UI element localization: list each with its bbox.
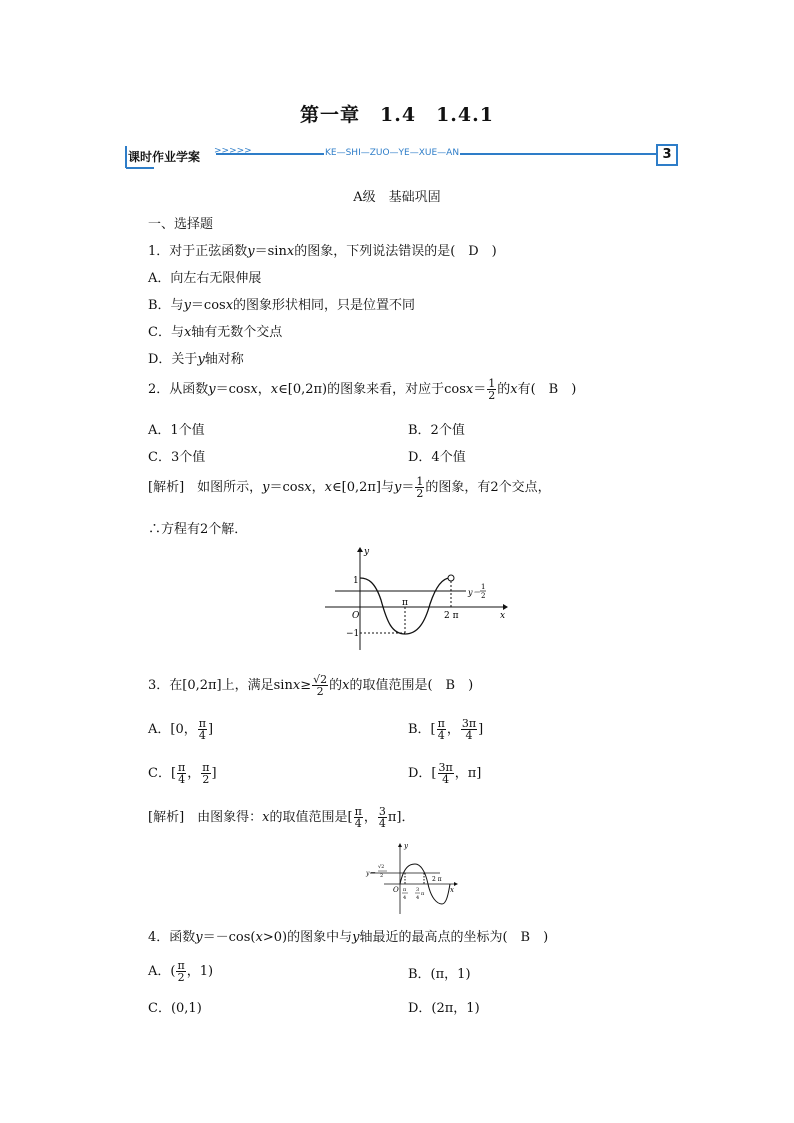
q4-option-c: C．(0,1) [148, 1001, 202, 1016]
y-label: y [404, 842, 408, 850]
q2-analysis: [解析] 如图所示，y＝cosx，x∈[0,2π]与y＝ $\frac{1}{2}$ 的图象，有2个交点， [148, 475, 551, 500]
origin-label: O [352, 611, 360, 621]
question-1-stem: 1．对于正弦函数y＝sinx的图象，下列说法错误的是( D ) [148, 244, 497, 259]
page-number-badge: 3 [656, 144, 678, 166]
q3-analysis: [解析] 由图象得：x的取值范围是[ $\frac{\pi}{4}$ ， $\frac{3}{4}$ π]． [148, 805, 415, 830]
q1-option-b: B．与y＝cosx的图象形状相同，只是位置不同 [148, 298, 416, 313]
y-label: y [364, 547, 370, 557]
fraction: $\frac{1}{2}$ [488, 377, 496, 402]
tick-neg-one: −1 [346, 629, 360, 639]
question-3-stem: 3．在[0,2π]上，满足sinx≥ $\frac{√2}{2}$ 的x的取值范围是( B ) [148, 673, 474, 698]
q1-option-d: D．关于y轴对称 [148, 352, 244, 367]
x-label: x [500, 611, 506, 621]
x-label: x [450, 886, 454, 894]
open-endpoint [448, 575, 454, 581]
line-label: y＝ [468, 588, 481, 597]
svg-text:4: 4 [416, 895, 420, 901]
svg-text:3: 3 [416, 887, 420, 893]
q3-option-b: B．[ $\frac{\pi}{4}$ ， $\frac{3\pi}{4}$ ] [408, 717, 484, 742]
line-label-num: 1 [481, 583, 486, 591]
fraction: $\frac{1}{2}$ [416, 475, 424, 500]
q1-option-a: A．向左右无限伸展 [148, 271, 262, 286]
svg-text:4: 4 [403, 895, 407, 901]
q2-option-b: B．2个值 [408, 423, 465, 438]
svg-text:2: 2 [380, 873, 384, 879]
banner-pinyin: KE—SHI—ZUO—YE—XUE—AN [325, 148, 460, 158]
sine-figure [362, 840, 462, 918]
tick-one: 1 [353, 576, 359, 586]
q2-option-d: D．4个值 [408, 450, 466, 465]
section-heading: 一、选择题 [148, 217, 214, 232]
line-label-den: 2 [481, 592, 486, 600]
level-heading: A级 基础巩固 [353, 190, 441, 205]
q2-option-a: A．1个值 [148, 423, 205, 438]
banner-arrows: >>>>> [214, 146, 252, 156]
q4-option-d: D．(2π，1) [408, 1001, 480, 1016]
svg-text:π: π [403, 887, 407, 893]
line-label: y＝ [366, 870, 376, 877]
fraction: $\frac{√2}{2}$ [313, 673, 328, 698]
page-title: 第一章 1.4 1.4.1 [300, 104, 494, 126]
y-axis-arrow [357, 547, 363, 552]
q3-option-d: D．[ $\frac{3\pi}{4}$ ，π] [408, 761, 482, 786]
question-4-stem: 4．函数y＝－cos(x>0)的图象中与y轴最近的最高点的坐标为( B ) [148, 930, 549, 945]
cosine-figure [320, 544, 510, 654]
svg-text:π: π [421, 891, 425, 897]
svg-text:√2: √2 [378, 864, 385, 870]
q3-option-c: C．[ $\frac{\pi}{4}$ ， $\frac{\pi}{2}$ ] [148, 761, 217, 786]
q4-option-b: B．(π，1) [408, 967, 471, 982]
q3-option-a: A．[0， $\frac{\pi}{4}$ ] [148, 717, 214, 742]
origin-label: O [393, 886, 399, 894]
question-2-stem: 2．从函数y＝cosx，x∈[0,2π)的图象来看，对应于cosx＝ $\frac{1}{2}$ 的x有( B ) [148, 377, 577, 402]
q2-option-c: C．3个值 [148, 450, 206, 465]
x-axis-arrow [503, 604, 508, 610]
q4-option-a: A．( $\frac{\pi}{2}$ ，1) [148, 959, 214, 984]
tick-two-pi: 2 π [432, 876, 442, 883]
tick-two-pi: 2 π [444, 611, 459, 621]
q1-option-c: C．与x轴有无数个交点 [148, 325, 283, 340]
banner-label: 课时作业学案 [128, 150, 201, 164]
tick-pi: π [402, 598, 408, 608]
section-banner [124, 144, 680, 170]
q2-conclusion: ∴方程有2个解． [148, 522, 248, 537]
